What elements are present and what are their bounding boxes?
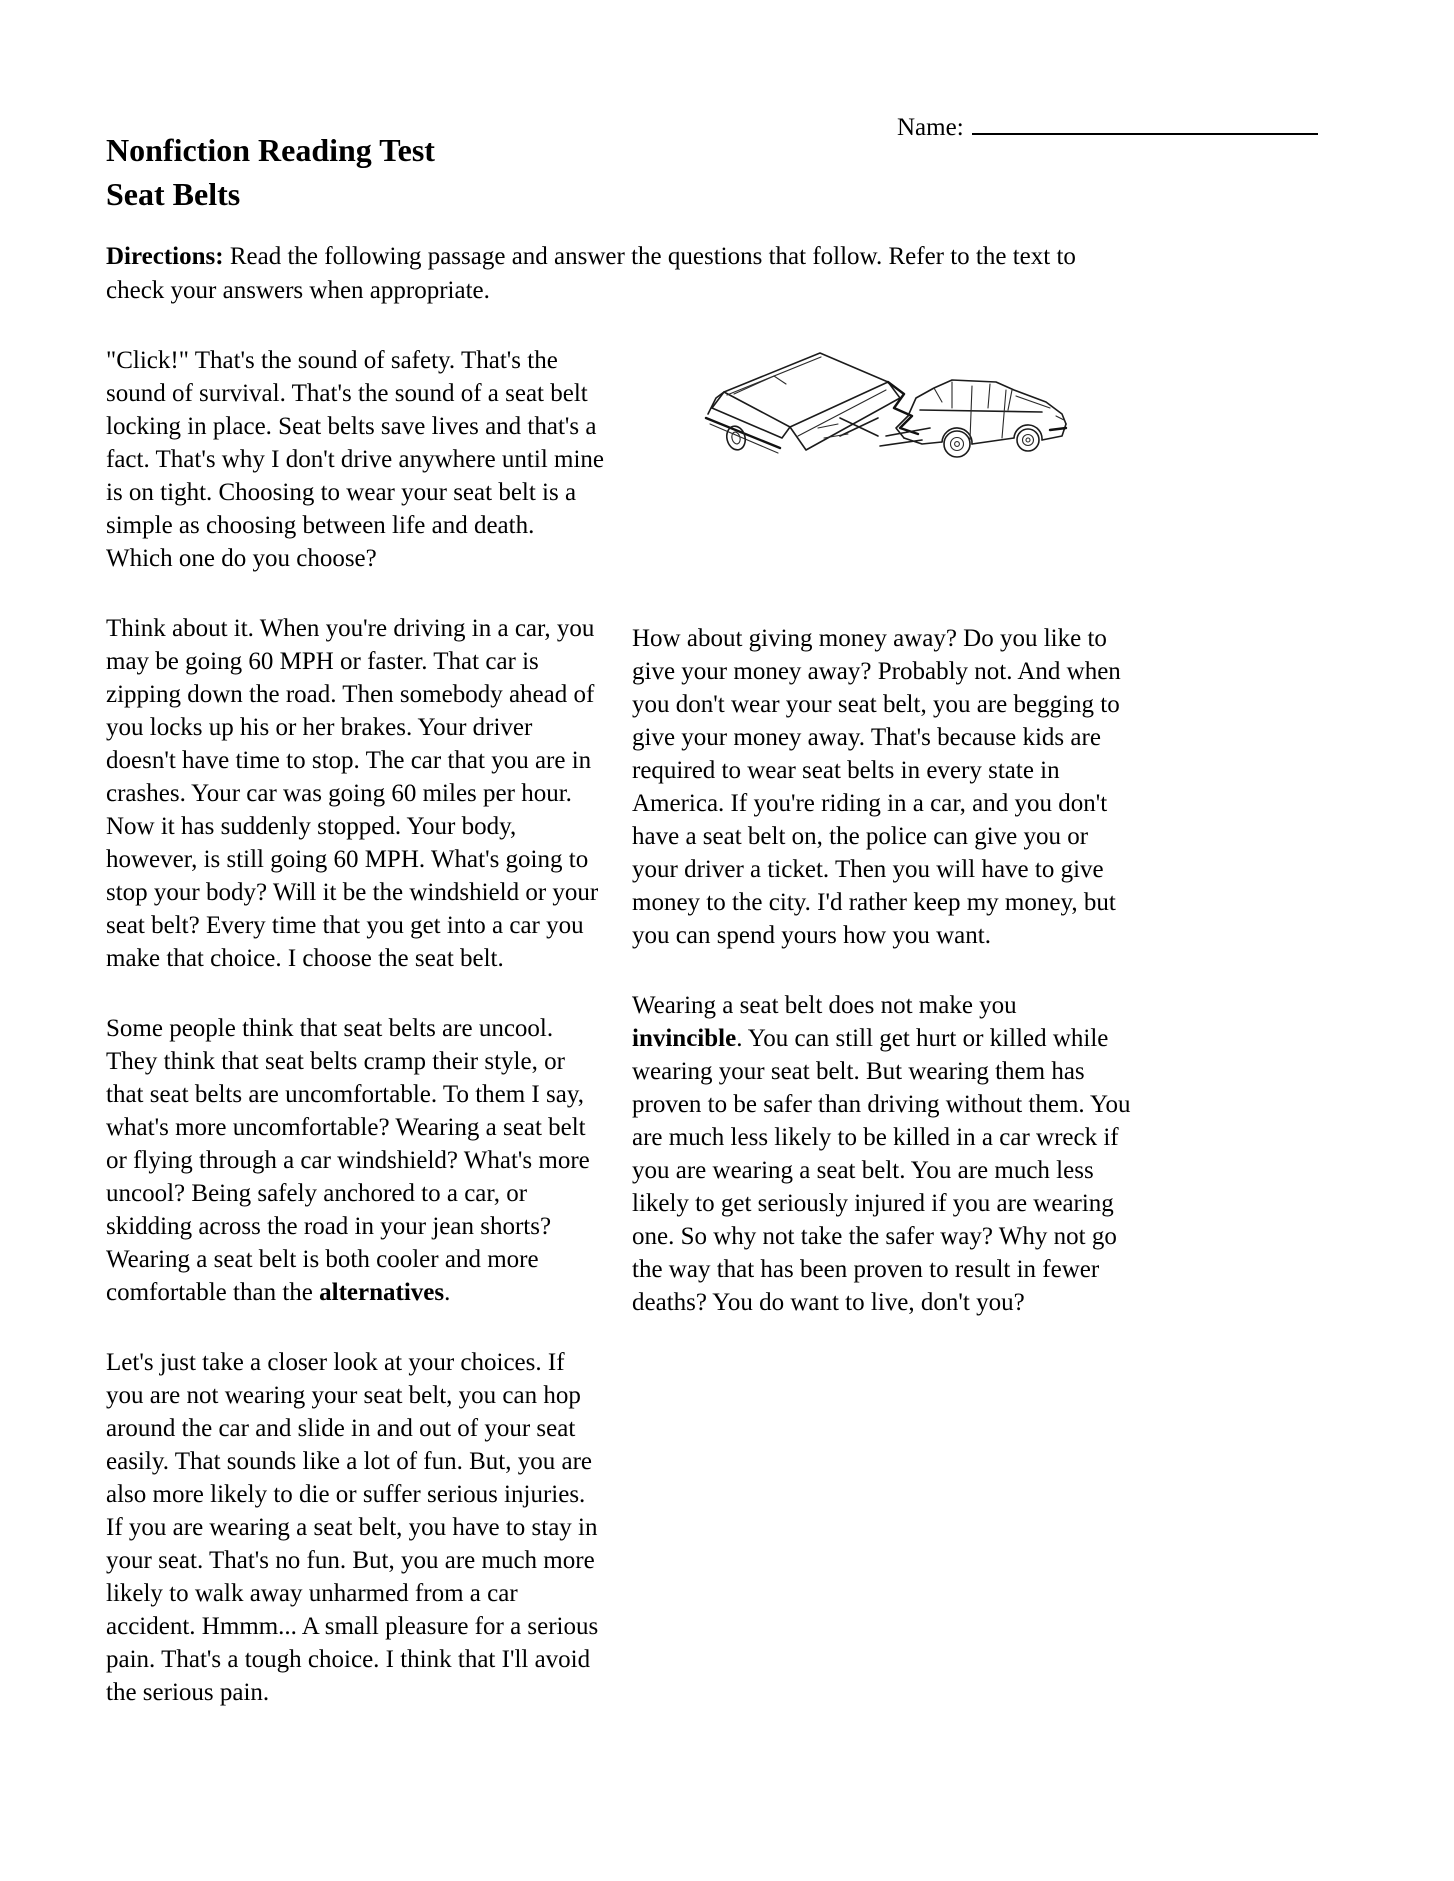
passage-paragraph-1: "Click!" That's the sound of safety. That's the sound of survival. That's the sound of a seat belt locking in place. Seat belts save lives and that's a fact. That's why I don't drive anywhere until mine is on tight. Choosing to wear your seat belt is a simple as choosing between life and death. Which one do you choose?: [106, 347, 604, 572]
passage-columns: [106, 344, 1132, 1746]
car-crash-illustration: [690, 332, 1068, 484]
passage-paragraph-6: Wearing a seat belt does not make you invincible. You can still get hurt or killed while wearing your seat belt. But wearing them has proven to be safer than driving without them. You are much less likely to be killed in a car wreck if you are wearing a seat belt. You are much less likely to get seriously injured if you are wearing one. So why not take the safer way? Why not go the way that has been proven to result in fewer deaths? You do want to live, don't you?: [632, 992, 1131, 1316]
passage-right-column: [632, 344, 1132, 1746]
passage-paragraph-4: Let's just take a closer look at your choices. If you are not wearing your seat belt, you can hop around the car and slide in and out of your seat easily. That sounds like a lot of fun. But, you are also more likely to die or suffer serious injuries. If you are wearing a seat belt, you have to stay in your seat. That's no fun. But, you are much more likely to walk away unharmed from a car accident. Hmmm... A small pleasure for a serious pain. That's a tough choice. I think that I'll avoid the serious pain.: [106, 1349, 599, 1706]
page-title: Nonfiction Reading Test: [106, 132, 435, 168]
page-subtitle: Seat Belts: [106, 176, 241, 212]
passage-left-column: [106, 344, 606, 1746]
crash-figure: [632, 344, 1132, 585]
passage-paragraph-5: How about giving money away? Do you like to give your money away? Probably not. And when you don't wear your seat belt, you are begging to give your money away. That's because kids are required to wear seat belts in every state in America. If you're riding in a car, and you don't have a seat belt on, the police can give you or your driver a ticket. Then you will have to give money to the city. I'd rather keep my money, but you can spend yours how you want.: [632, 625, 1121, 949]
title-block: [106, 128, 1132, 216]
worksheet-content: [106, 128, 1132, 1746]
passage-paragraph-2: Think about it. When you're driving in a car, you may be going 60 MPH or faster. That car is zipping down the road. Then somebody ahead of you locks up his or her brakes. Your driver doesn't have time to stop. The car that you are in crashes. Your car was going 60 miles per hour. Now it has suddenly stopped. Your body, however, is still going 60 MPH. What's going to stop your body? Will it be the windshield or your seat belt? Every time that you get into a car you make that choice. I choose the seat belt.: [106, 615, 599, 972]
name-label: Name:: [897, 114, 964, 141]
passage-paragraph-3: Some people think that seat belts are uncool. They think that seat belts cramp their style, or that seat belts are uncomfortable. To them I say, what's more uncomfortable? Wearing a seat belt or flying through a car windshield? What's more uncool? Being safely anchored to a car, or skidding across the road in your jean shorts? Wearing a seat belt is both cooler and more comfortable than the alternatives.: [106, 1015, 590, 1306]
directions-text: Directions: Read the following passage and answer the questions that follow. Refer to the text to check your answers when appropriate.: [106, 243, 1076, 304]
